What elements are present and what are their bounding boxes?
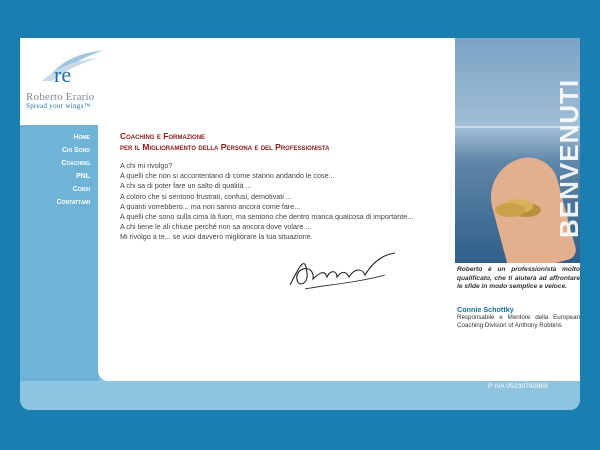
intro-line: Mi rivolgo a te... se vuoi davvero migliorare la tua situazione. <box>120 232 313 242</box>
nav-item-coaching[interactable]: Coaching <box>61 160 90 167</box>
coins-image <box>495 203 525 217</box>
intro-text <box>120 161 440 243</box>
intro-line: A quelli che non si accontentano di come stanno andando le cose... <box>120 171 335 181</box>
logo-tagline: Spread your wings™ <box>26 102 91 110</box>
logo-name[interactable]: Roberto Erario <box>26 91 95 103</box>
intro-line: A quanti vorrebbero... ma non sanno ancora come fare... <box>120 201 301 211</box>
nav-item-chi-sono[interactable]: Chi Sono <box>61 147 90 154</box>
intro-line: A chi tiene le ali chiuse perché non sa ancora dove volare ... <box>120 222 312 232</box>
testimonial-role: Responsabile e Mentore della European Coaching Division of Anthony Robbins <box>457 314 580 329</box>
intro-line: A coloro che si sentono frustrati, confusi, demotivati ... <box>120 191 292 201</box>
testimonial-quote: Roberto è un professionista molto qualificato, che ti aiuterà ad affrontare le sfide in modo semplice e veloce. <box>457 266 580 291</box>
page-subtitle: per il Miglioramento della Persona e del Professionista <box>120 142 330 152</box>
nav-item-corsi[interactable]: Corsi <box>72 186 90 193</box>
logo-wing-icon[interactable] <box>28 48 106 87</box>
signature-image <box>285 245 400 295</box>
page-title: Coaching e Formazione <box>120 131 206 141</box>
nav-item-contattami[interactable]: Contattami <box>56 199 90 206</box>
nav-item-pnl[interactable]: PNL <box>76 173 90 180</box>
main-nav <box>20 131 90 209</box>
svg-text:re: re <box>54 62 72 87</box>
intro-line: A chi mi rivolgo? <box>120 161 173 170</box>
vat-number: P IVA 05230760968 <box>488 383 548 390</box>
nav-item-home[interactable]: Home <box>73 134 90 141</box>
welcome-heading: BENVENUTI <box>554 78 584 238</box>
intro-line: A chi sa di poter fare un salto di qualità ... <box>120 181 252 191</box>
intro-line: A quelli che sono sulla cima là fuori, ma sentono che dentro manca qualcosa di importante... <box>120 212 414 222</box>
welcome-photo <box>455 38 584 263</box>
testimonial-author: Connie Schottky <box>457 305 514 314</box>
